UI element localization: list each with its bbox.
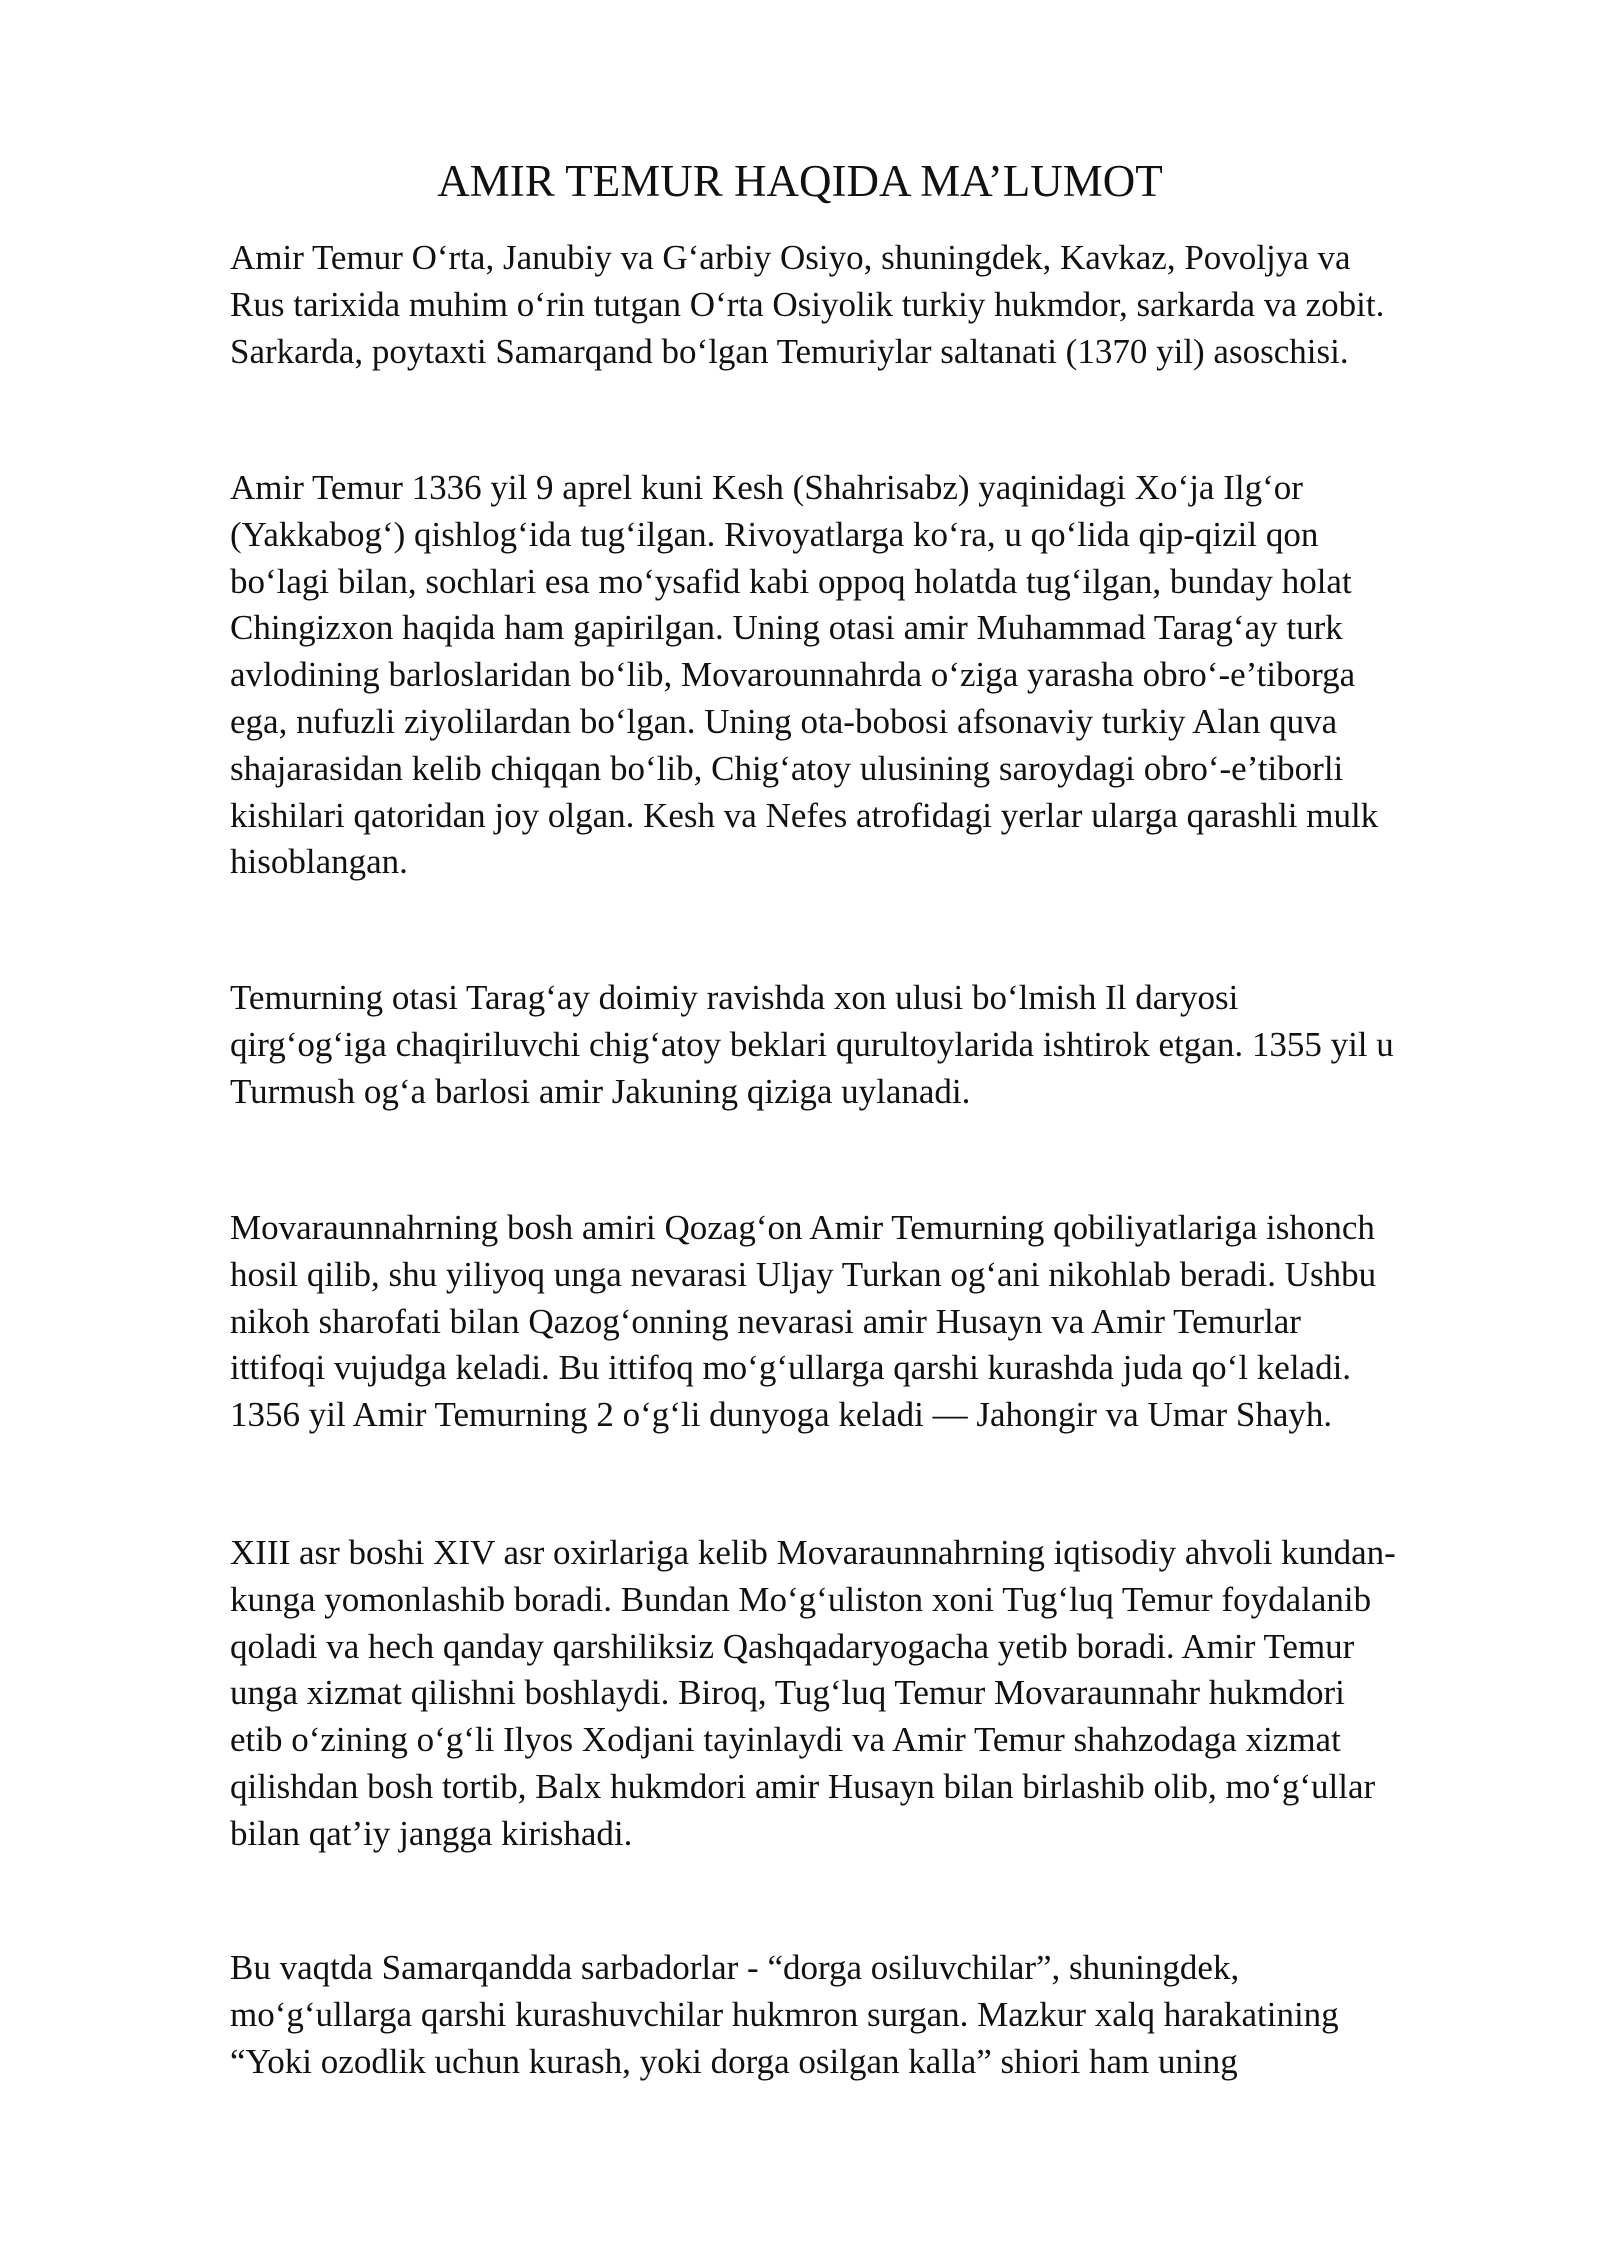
text-line: Sarkarda, poytaxti Samarqand bo‘lgan Temuriylar saltanati (1370 yil) asoschisi. — [230, 331, 1349, 371]
text-line: XIII asr boshi XIV asr oxirlariga kelib Movaraunnahrning iqtisodiy ahvoli kundan- — [230, 1533, 1396, 1572]
text-line: hosil qilib, shu yiliyoq unga nevarasi Uljay Turkan og‘ani nikohlab beradi. Ushbu — [230, 1254, 1377, 1294]
paragraph — [230, 1530, 1530, 1858]
text-line: 1356 yil Amir Temurning 2 o‘g‘li dunyoga keladi — Jahongir va Umar Shayh. — [230, 1395, 1333, 1435]
text-line: etib o‘zining o‘g‘li Ilyos Xodjani tayinlaydi va Amir Temur shahzodaga xizmat — [230, 1720, 1341, 1760]
document-title: AMIR TEMUR HAQIDA MA’LUMOT — [437, 156, 1163, 206]
paragraph — [230, 975, 1530, 1115]
text-line: kishilari qatoridan joy olgan. Kesh va Nefes atrofidagi yerlar ularga qarashli mulk — [230, 795, 1379, 835]
text-line: shajarasidan kelib chiqqan bo‘lib, Chig‘atoy ulusining saroydagi obro‘-e’tiborli — [230, 748, 1344, 788]
paragraph — [230, 1205, 1530, 1439]
paragraph — [230, 235, 1530, 375]
text-line: “Yoki ozodlik uchun kurash, yoki dorga osilgan kalla” shiori ham uning — [230, 2041, 1238, 2081]
text-line: hisoblangan. — [230, 842, 408, 882]
text-line: nikoh sharofati bilan Qazog‘onning nevarasi amir Husayn va Amir Temurlar — [230, 1301, 1301, 1341]
text-line: ittifoqi vujudga keladi. Bu ittifoq mo‘g‘ullarga qarshi kurashda juda qo‘l keladi. — [230, 1348, 1352, 1388]
text-line: ega, nufuzli ziyolilardan bo‘lgan. Uning ota-bobosi afsonaviy turkiy Alan quva — [230, 701, 1338, 741]
text-line: Temurning otasi Tarag‘ay doimiy ravishda xon ulusi bo‘lmish Il daryosi — [230, 978, 1239, 1017]
text-line: bo‘lagi bilan, sochlari esa mo‘ysafid kabi oppoq holatda tug‘ilgan, bunday holat — [230, 561, 1352, 601]
text-line: kunga yomonlashib boradi. Bundan Mo‘g‘uliston xoni Tug‘luq Temur foydalanib — [230, 1579, 1372, 1619]
text-line: Chingizxon haqida ham gapirilgan. Uning otasi amir Muhammad Tarag‘ay turk — [230, 608, 1343, 648]
text-line: qirg‘og‘iga chaqiriluvchi chig‘atoy beklari qurultoylarida ishtirok etgan. 1355 yil u — [230, 1024, 1394, 1064]
text-line: qilishdan bosh tortib, Balx hukmdori amir Husayn bilan birlashib olib, mo‘g‘ullar — [230, 1766, 1376, 1806]
text-line: avlodining barloslaridan bo‘lib, Movarounnahrda o‘ziga yarasha obro‘-e’tiborga — [230, 655, 1356, 695]
text-line: qoladi va hech qanday qarshiliksiz Qashqadaryogacha yetib boradi. Amir Temur — [230, 1626, 1355, 1666]
text-line: Amir Temur 1336 yil 9 aprel kuni Kesh (Shahrisabz) yaqinidagi Xo‘ja Ilg‘or — [230, 468, 1303, 507]
paragraph — [230, 1945, 1530, 2085]
text-line: mo‘g‘ullarga qarshi kurashuvchilar hukmron surgan. Mazkur xalq harakatining — [230, 1994, 1339, 2034]
text-line: unga xizmat qilishni boshlaydi. Biroq, Tug‘luq Temur Movaraunnahr hukmdori — [230, 1673, 1345, 1713]
text-line: bilan qat’iy jangga kirishadi. — [230, 1813, 633, 1853]
paragraph — [230, 465, 1530, 886]
text-line: (Yakkabog‘) qishlog‘ida tug‘ilgan. Rivoyatlarga ko‘ra, u qo‘lida qip-qizil qon — [230, 514, 1319, 554]
text-line: Turmush og‘a barlosi amir Jakuning qiziga uylanadi. — [230, 1071, 971, 1111]
text-line: Amir Temur O‘rta, Janubiy va G‘arbiy Osiyo, shuningdek, Kavkaz, Povoljya va — [230, 238, 1351, 277]
text-line: Rus tarixida muhim o‘rin tutgan O‘rta Osiyolik turkiy hukmdor, sarkarda va zobit. — [230, 284, 1385, 324]
text-line: Movaraunnahrning bosh amiri Qozag‘on Amir Temurning qobiliyatlariga ishonch — [230, 1208, 1375, 1247]
text-line: Bu vaqtda Samarqandda sarbadorlar - “dorga osiluvchilar”, shuningdek, — [230, 1948, 1240, 1987]
